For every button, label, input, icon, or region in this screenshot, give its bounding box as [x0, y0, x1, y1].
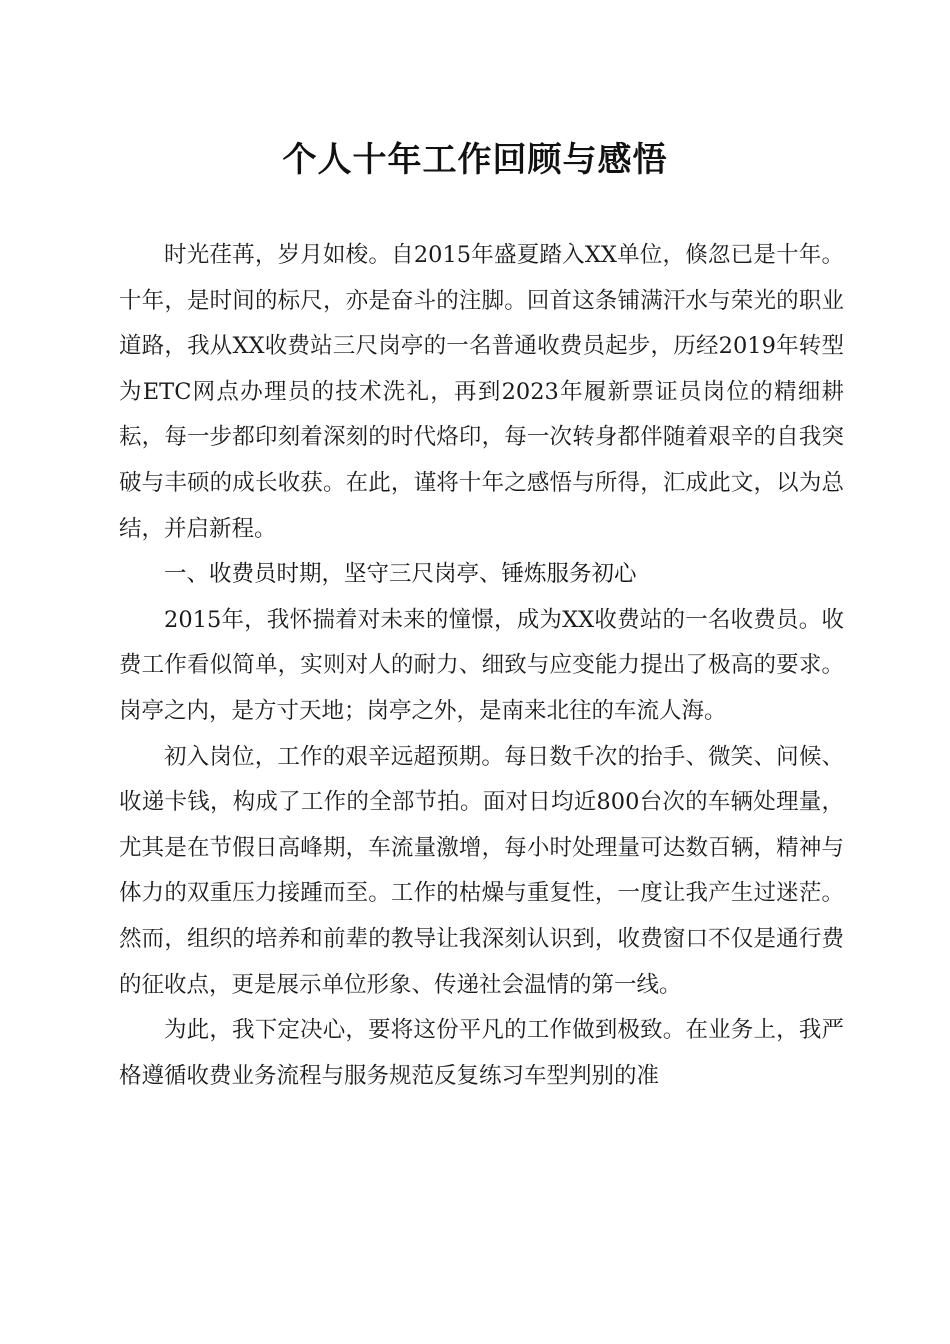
document-title: 个人十年工作回顾与感悟: [282, 140, 668, 180]
document-body: [119, 233, 844, 1099]
section-heading-1: 一、收费员时期，坚守三尺岗亭、锤炼服务初心: [164, 561, 637, 588]
paragraph-2015: 2015年，我怀揣着对未来的憧憬，成为XX收费站的一名收费员。收费工作看似简单，实则对人的耐力、细致与应变能力提出了极高的要求。岗亭之内，是方寸天地；岗亭之外，是南来北往的车流人海。: [119, 606, 844, 724]
paragraph-intro: 时光荏苒，岁月如梭。自2015年盛夏踏入XX单位，倏忽已是十年。十年，是时间的标尺，亦是奋斗的注脚。回首这条铺满汗水与荣光的职业道路，我从XX收费站三尺岗亭的一名普通收费员起步，历经2019年转型为ETC网点办理员的技术洗礼，再到2023年履新票证员岗位的精细耕耘，每一步都印刻着深刻的时代烙印，每一次转身都伴随着艰辛的自我突破与丰硕的成长收获。在此，谨将十年之感悟与所得，汇成此文，以为总结，并启新程。: [119, 242, 844, 542]
paragraph-initial-post: 初入岗位，工作的艰辛远超预期。每日数千次的抬手、微笑、问候、收递卡钱，构成了工作的全部节拍。面对日均近800台次的车辆处理量，尤其是在节假日高峰期，车流量激增，每小时处理量可达数百辆，精神与体力的双重压力接踵而至。工作的枯燥与重复性，一度让我产生过迷茫。然而，组织的培养和前辈的教导让我深刻认识到，收费窗口不仅是通行费的征收点，更是展示单位形象、传递社会温情的第一线。: [119, 743, 844, 998]
paragraph-determination: 为此，我下定决心，要将这份平凡的工作做到极致。在业务上，我严格遵循收费业务流程与服务规范反复练习车型判别的准: [119, 1017, 844, 1089]
